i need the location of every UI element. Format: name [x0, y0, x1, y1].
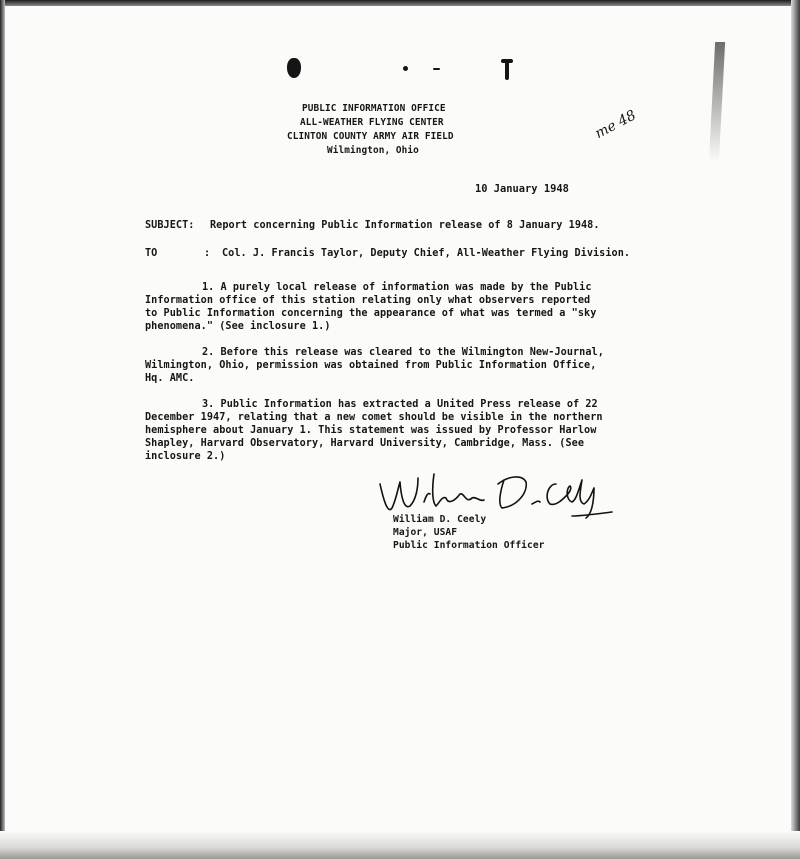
- subject-text: Report concerning Public Information release of 8 January 1948.: [210, 220, 600, 231]
- scan-speck: [433, 68, 440, 70]
- paragraph-3-line-4: Shapley, Harvard Observatory, Harvard University, Cambridge, Mass. (See: [145, 438, 585, 449]
- handwritten-note: me 48: [592, 107, 639, 142]
- scan-edge-left: [0, 0, 5, 859]
- letterhead-office: PUBLIC INFORMATION OFFICE: [302, 103, 446, 114]
- paragraph-1-line-1: 1. A purely local release of information was made by the Public: [202, 282, 592, 293]
- paragraph-1-line-3: to Public Information concerning the appearance of what was termed a "sky: [145, 308, 597, 319]
- scan-speck: [287, 58, 301, 78]
- scan-edge-bottom: [0, 831, 800, 859]
- scan-speck: [505, 60, 509, 80]
- scan-edge-right: [791, 0, 800, 859]
- to-text: Col. J. Francis Taylor, Deputy Chief, All-Weather Flying Division.: [222, 248, 631, 259]
- paragraph-1-line-4: phenomena." (See inclosure 1.): [145, 321, 331, 332]
- memo-date: 10 January 1948: [475, 183, 569, 195]
- paragraph-2-line-1: 2. Before this release was cleared to the Wilmington New-Journal,: [202, 347, 604, 358]
- letterhead-center: ALL-WEATHER FLYING CENTER: [300, 117, 444, 128]
- scan-edge-top: [0, 0, 800, 6]
- to-label: TO: [145, 248, 158, 259]
- paragraph-3-line-2: December 1947, relating that a new comet should be visible in the northern: [145, 412, 603, 423]
- letterhead-location: Wilmington, Ohio: [327, 145, 419, 156]
- subject-label: SUBJECT:: [145, 220, 195, 231]
- paragraph-3-line-5: inclosure 2.): [145, 451, 226, 462]
- scan-speck: [403, 66, 408, 71]
- scan-streak: [709, 42, 725, 162]
- paragraph-3-line-1: 3. Public Information has extracted a United Press release of 22: [202, 399, 598, 410]
- to-colon: :: [204, 248, 211, 259]
- signer-title: Public Information Officer: [393, 540, 545, 551]
- letterhead-field: CLINTON COUNTY ARMY AIR FIELD: [287, 131, 454, 142]
- signer-rank: Major, USAF: [393, 527, 458, 538]
- paragraph-2-line-3: Hq. AMC.: [145, 373, 195, 384]
- paragraph-1-line-2: Information office of this station relating only what observers reported: [145, 295, 591, 306]
- paragraph-3-line-3: hemisphere about January 1. This statement was issued by Professor Harlow: [145, 425, 597, 436]
- signer-name: William D. Ceely: [393, 514, 487, 525]
- scan-speck: [501, 59, 513, 63]
- paragraph-2-line-2: Wilmington, Ohio, permission was obtained from Public Information Office,: [145, 360, 597, 371]
